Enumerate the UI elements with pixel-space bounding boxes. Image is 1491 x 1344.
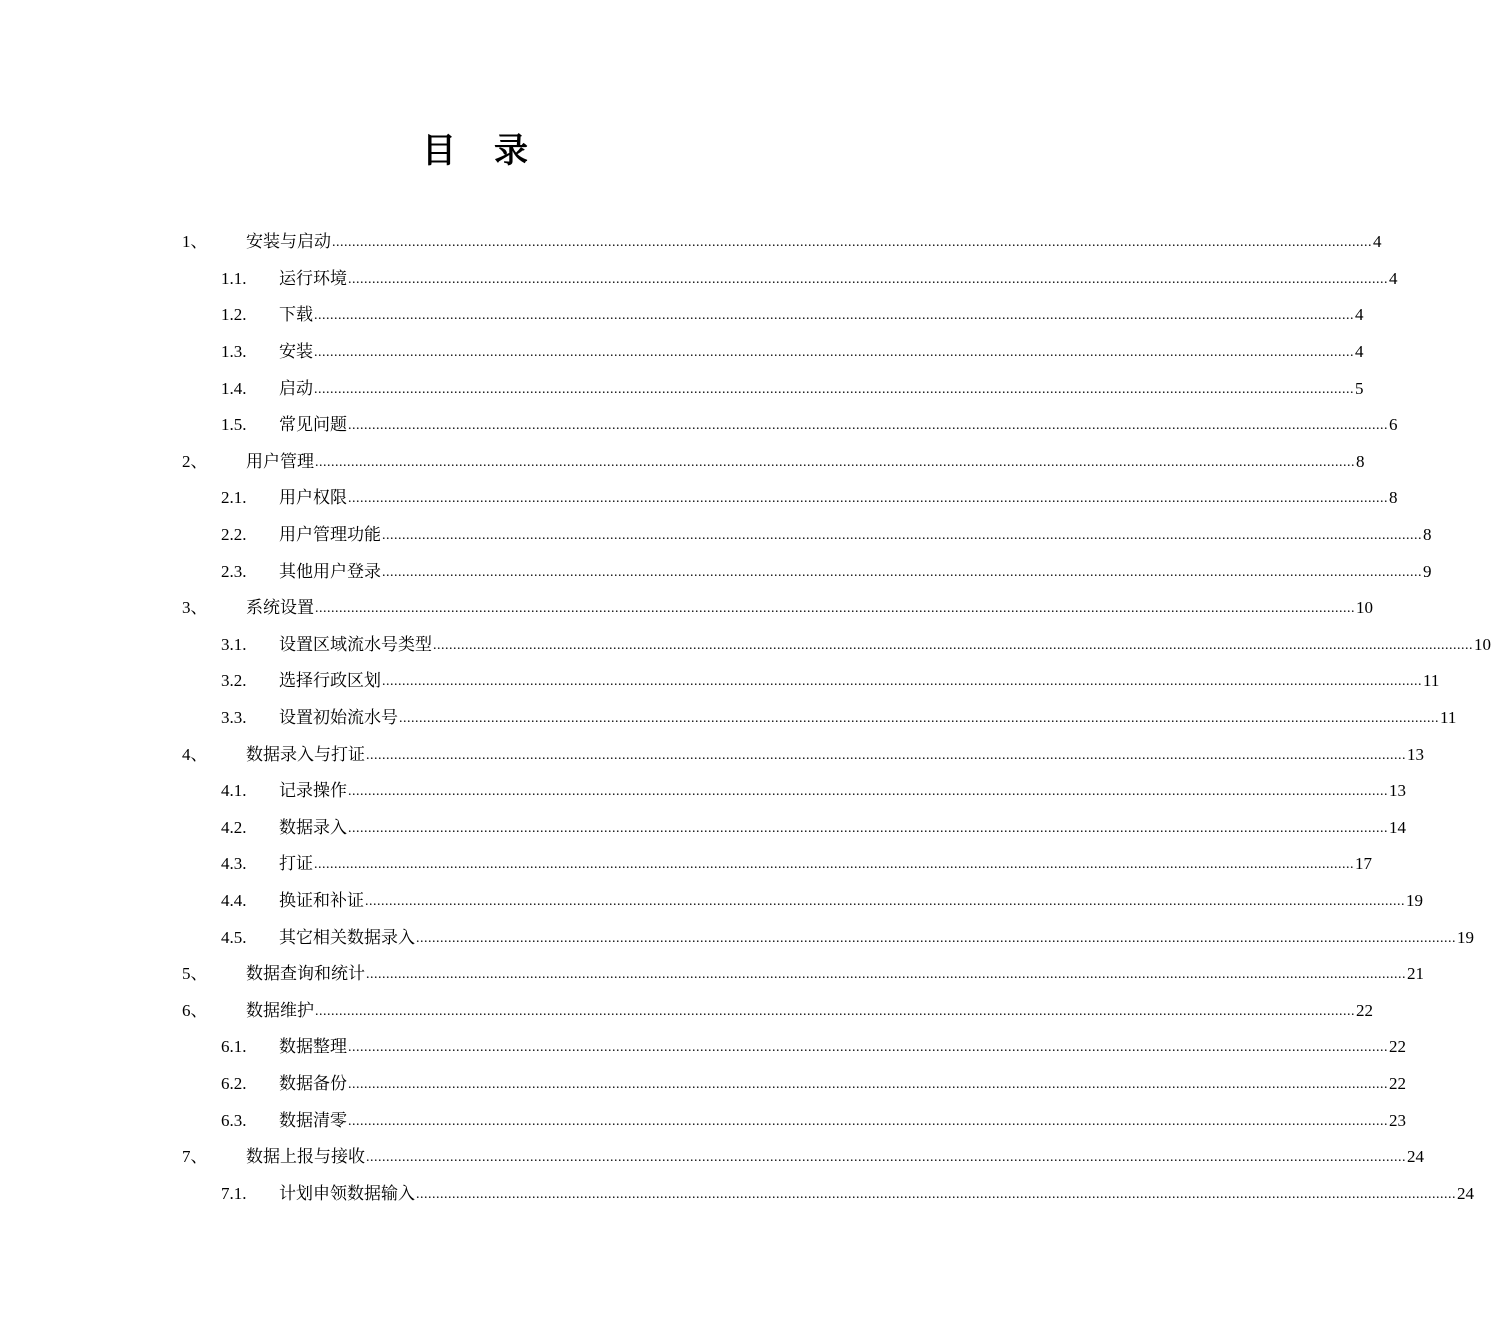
toc-entry-number: 2.2. [221, 525, 247, 545]
toc-entry-page-number: 8 [1356, 451, 1365, 471]
toc-entry-number: 3.2. [221, 671, 247, 691]
toc-entry-page-number: 4 [1373, 232, 1382, 252]
toc-entry-page-number: 10 [1474, 634, 1491, 654]
toc-entry-number: 1.2. [221, 305, 247, 325]
toc-entry-title: 设置初始流水号 [279, 708, 398, 728]
toc-dot-leader: .................................................................................................................................................................................................................................................................... [315, 1003, 1355, 1019]
toc-entry-title: 数据录入 [279, 817, 347, 837]
toc-entry-title: 换证和补证 [279, 890, 364, 910]
toc-entry-section[interactable] [182, 407, 1398, 444]
toc-entry-title: 数据上报与接收 [246, 1147, 365, 1167]
toc-entry-section[interactable] [182, 919, 1474, 956]
toc-entry-title: 设置区域流水号类型 [279, 634, 432, 654]
toc-entry-title: 用户权限 [279, 488, 347, 508]
toc-dot-leader: .................................................................................................................................................................................................................................................................... [315, 454, 1355, 470]
toc-entry-page-number: 22 [1356, 1000, 1373, 1020]
title-char-2: 录 [494, 133, 528, 170]
toc-entry-page-number: 8 [1389, 488, 1398, 508]
toc-entry-section[interactable] [182, 1102, 1406, 1139]
toc-entry-title: 用户管理功能 [279, 525, 381, 545]
toc-entry-chapter[interactable] [182, 1139, 1424, 1176]
toc-entry-section[interactable] [182, 297, 1364, 334]
toc-dot-leader: .................................................................................................................................................................................................................................................................... [348, 491, 1388, 507]
toc-dot-leader: .................................................................................................................................................................................................................................................................... [382, 674, 1422, 690]
page-title [0, 128, 950, 176]
toc-entry-section[interactable] [182, 261, 1398, 298]
toc-entry-section[interactable] [182, 334, 1364, 371]
toc-entry-page-number: 11 [1440, 708, 1457, 728]
toc-entry-number: 3.3. [221, 708, 247, 728]
toc-entry-title: 安装 [279, 342, 313, 362]
toc-entry-section[interactable] [182, 773, 1406, 810]
toc-entry-number: 3、 [182, 598, 208, 618]
toc-entry-title: 数据维护 [246, 1000, 314, 1020]
toc-entry-page-number: 9 [1423, 561, 1432, 581]
toc-entry-section[interactable] [182, 553, 1432, 590]
toc-entry-number: 3.1. [221, 634, 247, 654]
toc-entry-section[interactable] [182, 810, 1406, 847]
toc-entry-page-number: 5 [1355, 378, 1364, 398]
toc-entry-title: 数据清零 [279, 1110, 347, 1130]
toc-entry-page-number: 19 [1406, 890, 1423, 910]
title-char-1: 目 [422, 133, 456, 170]
toc-dot-leader: .................................................................................................................................................................................................................................................................... [348, 271, 1388, 287]
toc-entry-number: 6.1. [221, 1037, 247, 1057]
toc-entry-number: 2.3. [221, 561, 247, 581]
toc-dot-leader: .................................................................................................................................................................................................................................................................... [314, 345, 1354, 361]
toc-dot-leader: .................................................................................................................................................................................................................................................................... [348, 820, 1388, 836]
toc-dot-leader: .................................................................................................................................................................................................................................................................... [416, 930, 1456, 946]
toc-entry-title: 选择行政区划 [279, 671, 381, 691]
toc-entry-number: 4、 [182, 744, 208, 764]
toc-entry-section[interactable] [182, 663, 1440, 700]
toc-entry-chapter[interactable] [182, 736, 1424, 773]
toc-entry-section[interactable] [182, 883, 1423, 920]
toc-dot-leader: .................................................................................................................................................................................................................................................................... [348, 784, 1388, 800]
toc-entry-title: 数据备份 [279, 1073, 347, 1093]
toc-entry-chapter[interactable] [182, 590, 1373, 627]
toc-dot-leader: .................................................................................................................................................................................................................................................................... [399, 711, 1439, 727]
toc-dot-leader: .................................................................................................................................................................................................................................................................... [314, 857, 1354, 873]
toc-entry-number: 4.5. [221, 927, 247, 947]
toc-entry-page-number: 23 [1389, 1110, 1406, 1130]
toc-dot-leader: .................................................................................................................................................................................................................................................................... [366, 967, 1406, 983]
toc-entry-title: 用户管理 [246, 451, 314, 471]
toc-entry-title: 记录操作 [279, 781, 347, 801]
toc-dot-leader: .................................................................................................................................................................................................................................................................... [366, 1150, 1406, 1166]
toc-dot-leader: .................................................................................................................................................................................................................................................................... [433, 637, 1473, 653]
toc-entry-title: 数据查询和统计 [246, 964, 365, 984]
toc-entry-section[interactable] [182, 700, 1457, 737]
toc-entry-page-number: 8 [1423, 525, 1432, 545]
toc-entry-title: 常见问题 [279, 415, 347, 435]
toc-entry-number: 2、 [182, 451, 208, 471]
toc-entry-page-number: 13 [1389, 781, 1406, 801]
toc-entry-chapter[interactable] [182, 956, 1424, 993]
toc-entry-number: 6.2. [221, 1073, 247, 1093]
toc-entry-page-number: 4 [1389, 268, 1398, 288]
toc-dot-leader: .................................................................................................................................................................................................................................................................... [365, 893, 1405, 909]
toc-dot-leader: .................................................................................................................................................................................................................................................................... [382, 564, 1422, 580]
toc-entry-title: 下载 [279, 305, 313, 325]
toc-entry-number: 1.5. [221, 415, 247, 435]
toc-entry-number: 7、 [182, 1147, 208, 1167]
toc-dot-leader: .................................................................................................................................................................................................................................................................... [382, 528, 1422, 544]
toc-entry-section[interactable] [182, 1029, 1406, 1066]
toc-dot-leader: .................................................................................................................................................................................................................................................................... [348, 1113, 1388, 1129]
toc-entry-section[interactable] [182, 1066, 1406, 1103]
toc-entry-number: 4.4. [221, 890, 247, 910]
toc-dot-leader: .................................................................................................................................................................................................................................................................... [366, 747, 1406, 763]
toc-entry-number: 6、 [182, 1000, 208, 1020]
toc-entry-page-number: 24 [1407, 1147, 1424, 1167]
toc-entry-number: 1.1. [221, 268, 247, 288]
toc-entry-page-number: 17 [1355, 854, 1372, 874]
toc-entry-number: 1.3. [221, 342, 247, 362]
toc-entry-number: 2.1. [221, 488, 247, 508]
toc-dot-leader: .................................................................................................................................................................................................................................................................... [332, 235, 1372, 251]
toc-entry-page-number: 13 [1407, 744, 1424, 764]
toc-dot-leader: .................................................................................................................................................................................................................................................................... [348, 1076, 1388, 1092]
toc-entry-page-number: 21 [1407, 964, 1424, 984]
toc-entry-page-number: 19 [1457, 927, 1474, 947]
toc-dot-leader: .................................................................................................................................................................................................................................................................... [416, 1186, 1456, 1202]
toc-entry-chapter[interactable] [182, 224, 1382, 261]
toc-entry-number: 7.1. [221, 1183, 247, 1203]
toc-entry-title: 运行环境 [279, 268, 347, 288]
toc-dot-leader: .................................................................................................................................................................................................................................................................... [314, 308, 1354, 324]
toc-entry-section[interactable] [182, 517, 1432, 554]
toc-entry-page-number: 11 [1423, 671, 1440, 691]
toc-entry-section[interactable] [182, 627, 1491, 664]
toc-entry-title: 启动 [279, 378, 313, 398]
toc-entry-title: 其它相关数据录入 [279, 927, 415, 947]
toc-entry-number: 4.1. [221, 781, 247, 801]
toc-entry-number: 5、 [182, 964, 208, 984]
toc-entry-page-number: 4 [1355, 305, 1364, 325]
toc-entry-section[interactable] [182, 846, 1372, 883]
toc-entry-page-number: 22 [1389, 1037, 1406, 1057]
toc-entry-page-number: 14 [1389, 817, 1406, 837]
toc-entry-number: 4.2. [221, 817, 247, 837]
toc-entry-title: 数据整理 [279, 1037, 347, 1057]
toc-entry-page-number: 10 [1356, 598, 1373, 618]
toc-entry-title: 打证 [279, 854, 313, 874]
toc-entry-number: 1.4. [221, 378, 247, 398]
toc-entry-page-number: 6 [1389, 415, 1398, 435]
toc-entry-title: 安装与启动 [246, 232, 331, 252]
toc-entry-section[interactable] [182, 370, 1364, 407]
toc-entry-number: 6.3. [221, 1110, 247, 1130]
toc-entry-title: 系统设置 [246, 598, 314, 618]
toc-dot-leader: .................................................................................................................................................................................................................................................................... [348, 418, 1388, 434]
toc-entry-title: 其他用户登录 [279, 561, 381, 581]
toc-entry-chapter[interactable] [182, 992, 1373, 1029]
toc-dot-leader: .................................................................................................................................................................................................................................................................... [315, 601, 1355, 617]
toc-entry-title: 计划申领数据输入 [279, 1183, 415, 1203]
toc-entry-number: 4.3. [221, 854, 247, 874]
toc-entry-title: 数据录入与打证 [246, 744, 365, 764]
toc-entry-section[interactable] [182, 1175, 1474, 1212]
toc-entry-chapter[interactable] [182, 444, 1365, 481]
toc-entry-section[interactable] [182, 480, 1398, 517]
toc-dot-leader: .................................................................................................................................................................................................................................................................... [314, 381, 1354, 397]
toc-entry-page-number: 24 [1457, 1183, 1474, 1203]
toc-dot-leader: .................................................................................................................................................................................................................................................................... [348, 1040, 1388, 1056]
table-of-contents [182, 224, 1491, 1212]
toc-entry-number: 1、 [182, 232, 208, 252]
toc-entry-page-number: 22 [1389, 1073, 1406, 1093]
toc-entry-page-number: 4 [1355, 342, 1364, 362]
